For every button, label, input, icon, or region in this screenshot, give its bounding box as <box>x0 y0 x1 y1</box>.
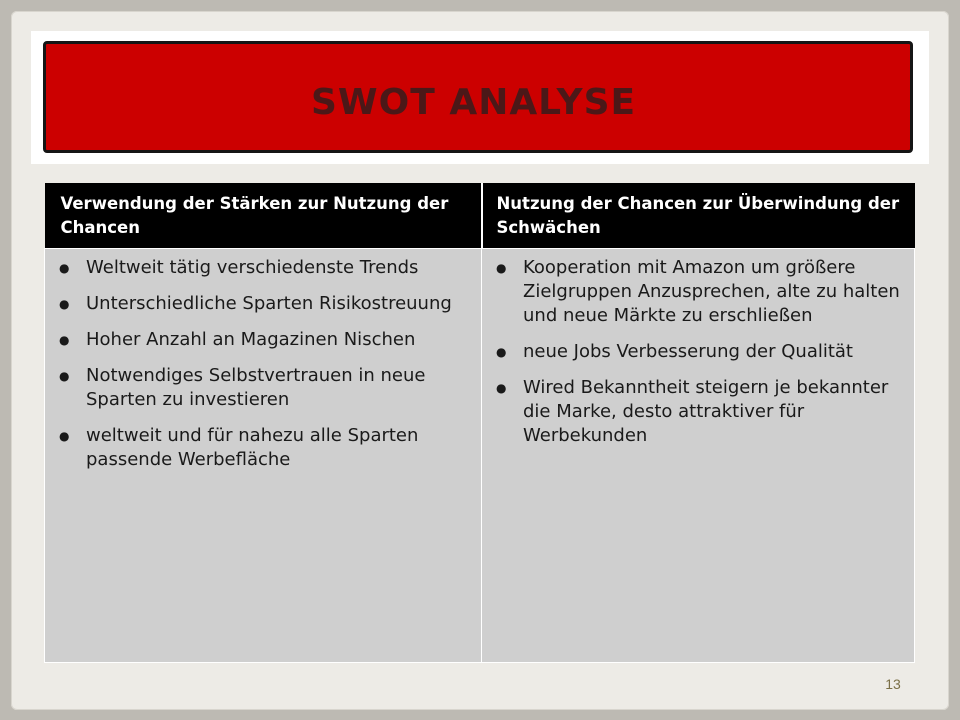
list-item <box>496 340 904 364</box>
list-item <box>496 376 904 448</box>
bullet-dot-icon: ● <box>496 345 507 359</box>
list-item <box>59 424 471 472</box>
header-strengths-opportunities: Verwendung der Stärken zur Nutzung der Chancen <box>45 183 482 249</box>
table-body-row <box>45 249 915 663</box>
bullet-dot-icon: ● <box>496 261 507 275</box>
swot-table <box>44 183 915 663</box>
list-item <box>59 364 471 412</box>
list-item-text: weltweit und für nahezu alle Sparten passende Werbefläche <box>86 425 419 470</box>
bullet-dot-icon: ● <box>496 381 507 395</box>
bullet-dot-icon: ● <box>59 261 70 275</box>
bullet-dot-icon: ● <box>59 297 70 311</box>
page-number: 13 <box>885 676 901 692</box>
slide-title: SWOT ANALYSE <box>311 82 637 123</box>
list-item <box>496 256 904 328</box>
list-item-text: Unterschiedliche Sparten Risikostreuung <box>86 293 452 314</box>
list-item-text: Wired Bekanntheit steigern je bekannter die Marke, desto attraktiver für Werbekunden <box>523 377 889 446</box>
right-cell <box>482 249 915 663</box>
left-cell <box>45 249 482 663</box>
header-opportunities-weaknesses: Nutzung der Chancen zur Überwindung der Schwächen <box>482 183 915 249</box>
table-header-row <box>45 183 915 249</box>
list-item <box>59 292 471 316</box>
list-item-text: neue Jobs Verbesserung der Qualität <box>523 341 853 362</box>
list-item <box>59 328 471 352</box>
bullet-dot-icon: ● <box>59 369 70 383</box>
bullet-dot-icon: ● <box>59 429 70 443</box>
bullet-dot-icon: ● <box>59 333 70 347</box>
right-bullet-list <box>482 249 914 448</box>
list-item-text: Notwendiges Selbstvertrauen in neue Sparten zu investieren <box>86 365 426 410</box>
left-bullet-list <box>45 249 481 472</box>
list-item-text: Hoher Anzahl an Magazinen Nischen <box>86 329 416 350</box>
list-item-text: Weltweit tätig verschiedenste Trends <box>86 257 419 278</box>
list-item <box>59 256 471 280</box>
title-bar <box>43 41 913 153</box>
list-item-text: Kooperation mit Amazon um größere Zielgruppen Anzusprechen, alte zu halten und neue Märkte zu erschließen <box>523 257 900 326</box>
